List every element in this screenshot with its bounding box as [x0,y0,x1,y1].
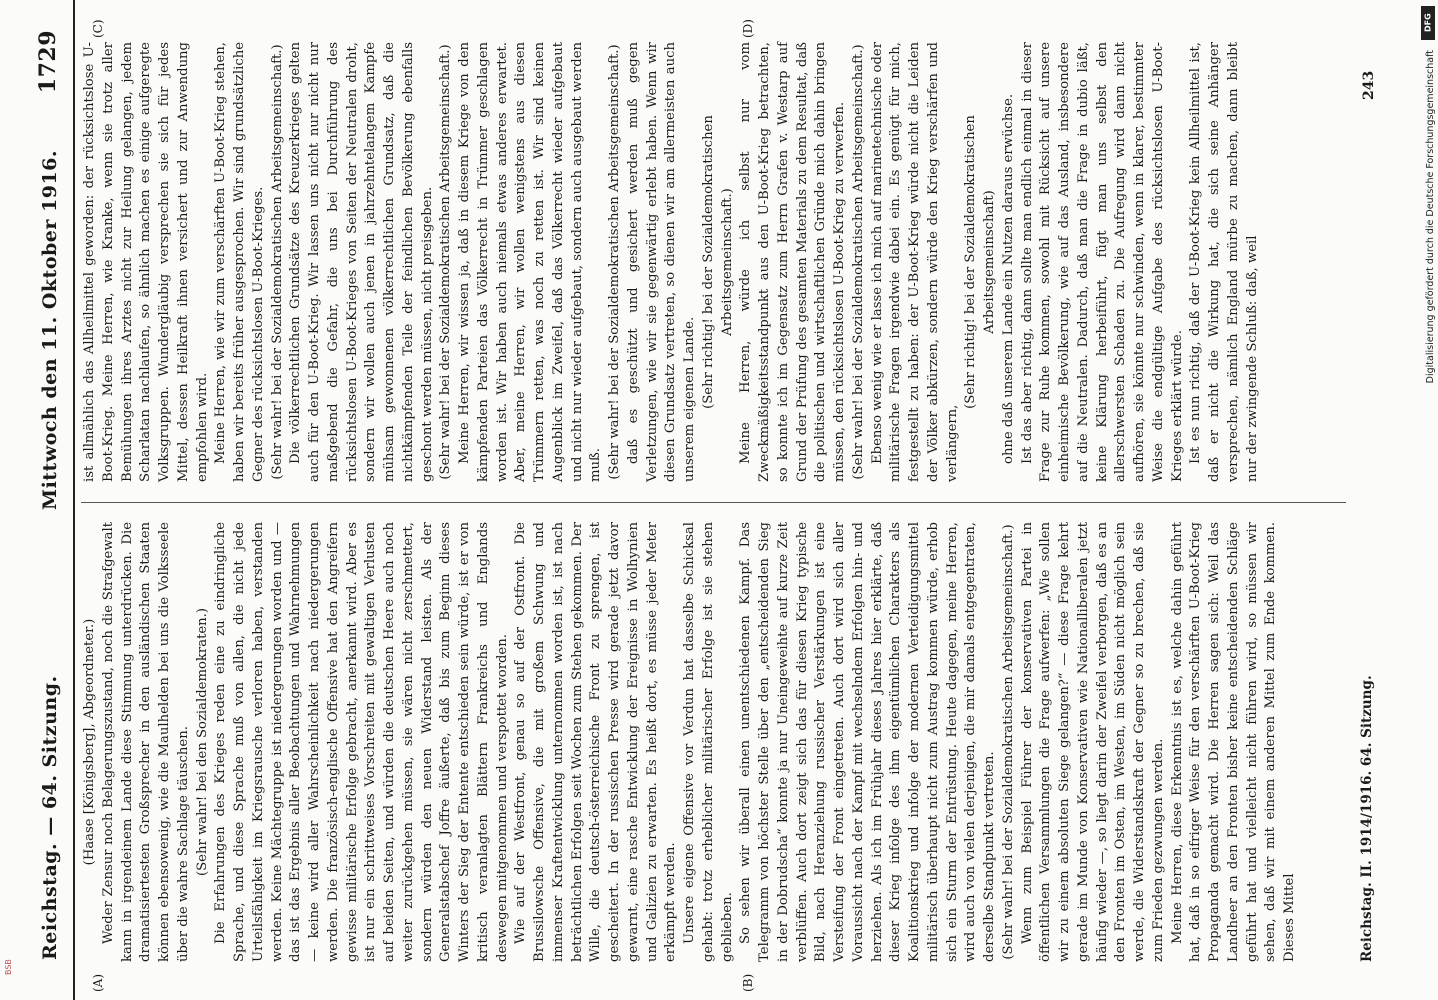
header-right: Mittwoch den 11. Oktober 1916. [39,150,61,510]
paragraph: So sehen wir überall einen unentschiedenen Kampf. Das Telegramm von höchster Stelle über den „entscheidenden Sieg in der Dobrudscha“ konnte ja nur Uneingeweihte auf kurze Zeit verblüffen. Auch dort zeigt sich das für diesen Krieg typische Bild, nach Heranziehung russischer Verstärkungen ist eine Versteifung der Front eingetreten. Auch dort wird sich aller Voraussicht nach der Kampf mit wechselndem Erfolgen hin- und herziehen. Als ich im Frühjahr dieses Jahres hier erklärte, daß dieser Krieg infolge des ihm eigentümlichen Charakters als Koalitionskrieg und infolge der modernen Verteidigungsmittel militärisch überhaupt nicht zum Austrag kommen würde, erhob sich ein Sturm der Entrüstung. Heute dagegen, meine Herren, wird auch von vielen derjenigen, die mir damals entgegentraten, derselbe Standpunkt vertreten. [738,522,997,962]
paragraph: Die Erfahrungen des Krieges reden eine zu eindringliche Sprache, und diese Sprache muß von allen, die nicht jede Urteilsfähigkeit im Kriegsrausche verloren haben, verstanden werden. Keine Mächtegruppe ist niedergerungen worden und — das ist das Ergebnis aller Beobachtungen und Wahrnehmungen — keine wird aller Wahrscheinlichkeit nach niedergerungen werden. Die französisch-englische Offensive hat den Angreifern gewisse militärische Erfolge gebracht, anerkannt wird. Aber es ist nur ein schrittweises Vorschreiten mit gewaltigen Verlusten auf beiden Seiten, und würden die deutschen Heere auch noch weiter zurückgehen müssen, sie wären nicht zerschmettert, sondern würden den neuen Widerstand leisten. Als der Generalstabschef Joffre äußerte, daß bis zum Beginn dieses Winters der Sieg der Entente entschieden sein würde, ist er von kritisch veranlagten Blättern Frankreichs und Englands deswegen mitgenommen und verspottet worden. [213,522,510,962]
paragraph: Meine Herren, wir wissen ja, daß in diesem Kriege von den kämpfenden Parteien das Völkerrecht in Trümmer geschlagen worden ist. Wir haben auch niemals etwas anderes erwartet. Aber, meine Herren, wir wollen wenigstens aus diesen Trümmern retten, was noch zu retten ist. Wir sind keinen Augenblick im Zweifel, daß das Völkerrecht wieder aufgebaut und nicht nur wieder aufgebaut, sondern auch ausgebaut werden muß. [457,42,604,482]
page-number: 1729 [35,30,61,94]
paragraph: Meine Herren, würde ich selbst nur vom Zweckmäßigkeitsstandpunkt aus den U-Boot-Krieg betrachten, so konnte ich im Gegensatz zum Herrn Grafen v. Westarp auf Grund der Prüfung des gesamten Materials zu dem Resultat, daß die politischen und wirtschaftlichen Gründe mich dahin bringen müssen, den rücksichtslosen U-Boot-Krieg zu verwerfen. [738,42,847,482]
paragraph: (Haase [Königsberg], Abgeordneter.) [82,618,97,866]
paragraph: (Sehr richtig! bei der Sozialdemokratischen Arbeitsgemeinschaft.) [700,115,735,409]
text-column-right [81,42,1262,482]
paragraph: Meine Herren, wie wir zum verschärften U-Boot-Krieg stehen, haben wir bereits früher ausgesprochen. Wir sind grundsätzliche Gegner des rücksichtslosen U-Boot-Krieges. [213,42,266,482]
paragraph: (Sehr wahr! bei der Sozialdemokratischen Arbeitsgemeinschaft.) [850,44,866,480]
paragraph: (Sehr wahr! bei den Sozialdemokraten.) [194,608,210,876]
paragraph: Ebenso wenig wie er lasse ich mich auf marinetechnische oder militärische Fragen irgendwie dabei ein. Es genügt für mich, festgestellt zu haben: der U-Boot-Krieg würde nicht die Leiden der Völker abkürzen, sondern würde den Krieg verschärfen und verlängern, [869,42,960,482]
paragraph: Weder Zensur noch Belagerungszustand, noch die Strafgewalt kann in irgendeinem Lande diese Stimmung unterdrücken. Die dramatisiertesten Großsprecher in den ausländischen Staaten können ebensowenig, wie die Maulhelden bei uns die Volksseele über die wahre Sachlage täuschen. [100,522,191,962]
paragraph: ist allmählich das Allheilmittel geworden: der rücksichtslose U-Boot-Krieg. Meine Herren, wie Kranke, wenn sie trotz aller Bemühungen ihres Arztes nicht zur Heilung gelangen, jedem Scharlatan nachlaufen, so ähnlich machen es einige aufgeregte Volksgruppen. Wundergläubig versprechen sie sich für jedes Mittel, dessen Heilkraft ihnen versichert und zur Anwendung empfohlen wird. [82,42,210,482]
running-header [35,30,69,960]
column-divider [81,502,1346,503]
paragraph: Ist das aber richtig, dann sollte man endlich einmal in dieser Frage zur Ruhe kommen, sowohl mit Rücksicht auf unsere einheimische Bevölkerung, wie auf das Ausland, insbesondere auf die Neutralen. Dadurch, daß man die Frage in dubio läßt, keine Klärung herbeiführt, fügt man uns selbst den allerschwersten Schaden zu. Die Aufregung wird dann nicht aufhören, sie könnte nur schwinden, wenn in klarer, bestimmter Weise die endgültige Aufgabe des rücksichtslosen U-Boot-Krieges erklärt würde. [1019,42,1185,482]
paragraph: Wenn zum Beispiel Führer der konservativen Partei in öffentlichen Versammlungen die Frage aufwerfen: „Wie sollen wir zu einem absoluten Siege gelangen?“ — diese Frage kehrt gerade im Munde von Konservativen wie Nationalliberalen jetzt häufig wieder —, so liegt darin der Zweifel verborgen, daß es an den Fronten im Osten, im Westen, im Süden nicht möglich sein werde, die Widerstandskraft der Gegner so zu brechen, daß sie zum Frieden gezwungen werden. [1019,522,1166,962]
paragraph: (Sehr wahr! bei der Sozialdemokratischen Arbeitsgemeinschaft.) [1000,524,1016,960]
paragraph: ohne daß unserem Lande ein Nutzen daraus erwüchse. [1000,93,1016,464]
paragraph: (Sehr wahr! bei der Sozialdemokratischen Arbeitsgemeinschaft.) [438,44,454,480]
paragraph: daß es geschützt und gesichert werden muß gegen Verletzungen, wie wir sie gegenwärtig erlebt haben. Wenn wir diesen Grundsatz vertreten, so dienen wir am allermeisten auch unserem eigenen Lande. [625,42,697,482]
paragraph: Unsere eigene Offensive vor Verdun hat dasselbe Schicksal gehabt: trotz erheblicher militärischer Erfolge ist sie stehen geblieben. [682,522,735,962]
margin-mark-c: (C) [91,19,105,38]
paragraph: Ist es nun richtig, daß der U-Boot-Krieg kein Allheilmittel ist, daß er nicht die Wirkung hat, die sich seine Anhänger versprechen, nämlich England mürbe zu machen, dann bleibt nur der zwingende Schluß: daß, weil [1188,42,1260,482]
margin-mark-b: (B) [741,973,755,992]
paragraph: (Sehr richtig! bei der Sozialdemokratischen Arbeitsgemeinschaft) [963,115,997,409]
paragraph: (Sehr wahr! bei der Sozialdemokratischen Arbeitsgemeinschaft.) [269,44,285,480]
paragraph: (Sehr wahr! bei der Sozialdemokratischen Arbeitsgemeinschaft.) [607,44,622,480]
bsb-mark: BSB [4,959,13,975]
paragraph: Wie auf der Westfront, genau so auf der Ostfront. Die Brussilowsche Offensive, die mit großem Schwung und immenser Kraftentwicklung unternommen worden ist, ist nach beträchtlichen Erfolgen seit Wochen zum Stehen gekommen. Der Wille, die deutsch-österreichische Front zu sprengen, ist gescheitert. In der russischen Presse wird gerade jetzt davor gewarnt, eine rasche Entwicklung der Ereignisse in Wolhynien und Galizien zu erwarten. Es heißt dort, es müsse jeder Meter erkämpft werden. [513,522,679,962]
text-column-left [81,522,1300,962]
footer-left: Reichstag. II. 1914/1916. 64. Sitzung. [1359,675,1375,962]
rotated-page [21,0,1416,1000]
header-rule [73,0,75,1000]
footer-right: 243 [1361,70,1377,100]
margin-mark-a: (A) [91,973,105,992]
margin-mark-d: (D) [741,19,755,38]
dfg-logo: DFG [1421,6,1435,40]
header-left: Reichstag. — 64. Sitzung. [39,675,61,960]
paragraph: Die völkerrechtlichen Grundsätze des Kreuzerkrieges gelten auch für den U-Boot-Krieg. Wir lassen uns nicht nur nicht nur maßgebend die Gefahr, die uns bei Durchführung des rücksichtslosen U-Boot-Krieges von Seiten der Neutralen droht, sondern wir wollen auch jenen in jahrzehntelangem Kampfe mühsam gewonnenen völkerrechtlichen Grundsatz, daß die nichtkämpfenden Teile der feindlichen Bevölkerung ebenfalls geschont werden müssen, nicht preisgeben. [288,42,435,482]
digitization-note: Digitalisierung gefördert durch die Deutsche Forschungsgemeinschaft [1425,50,1436,384]
paragraph: Meine Herren, diese Erkenntnis ist es, welche dahin geführt hat, daß in so eifriger Weise für den verschärften U-Boot-Krieg Propaganda gemacht wird. Die Herren sagen sich: Weil das Landheer an den Fronten bisher keine entscheidenden Schläge geführt hat und vielleicht nicht führen wird, so müssen wir sehen, daß wir mit einem anderen Mittel zum Ende kommen. Dieses Mittel [1169,522,1297,962]
